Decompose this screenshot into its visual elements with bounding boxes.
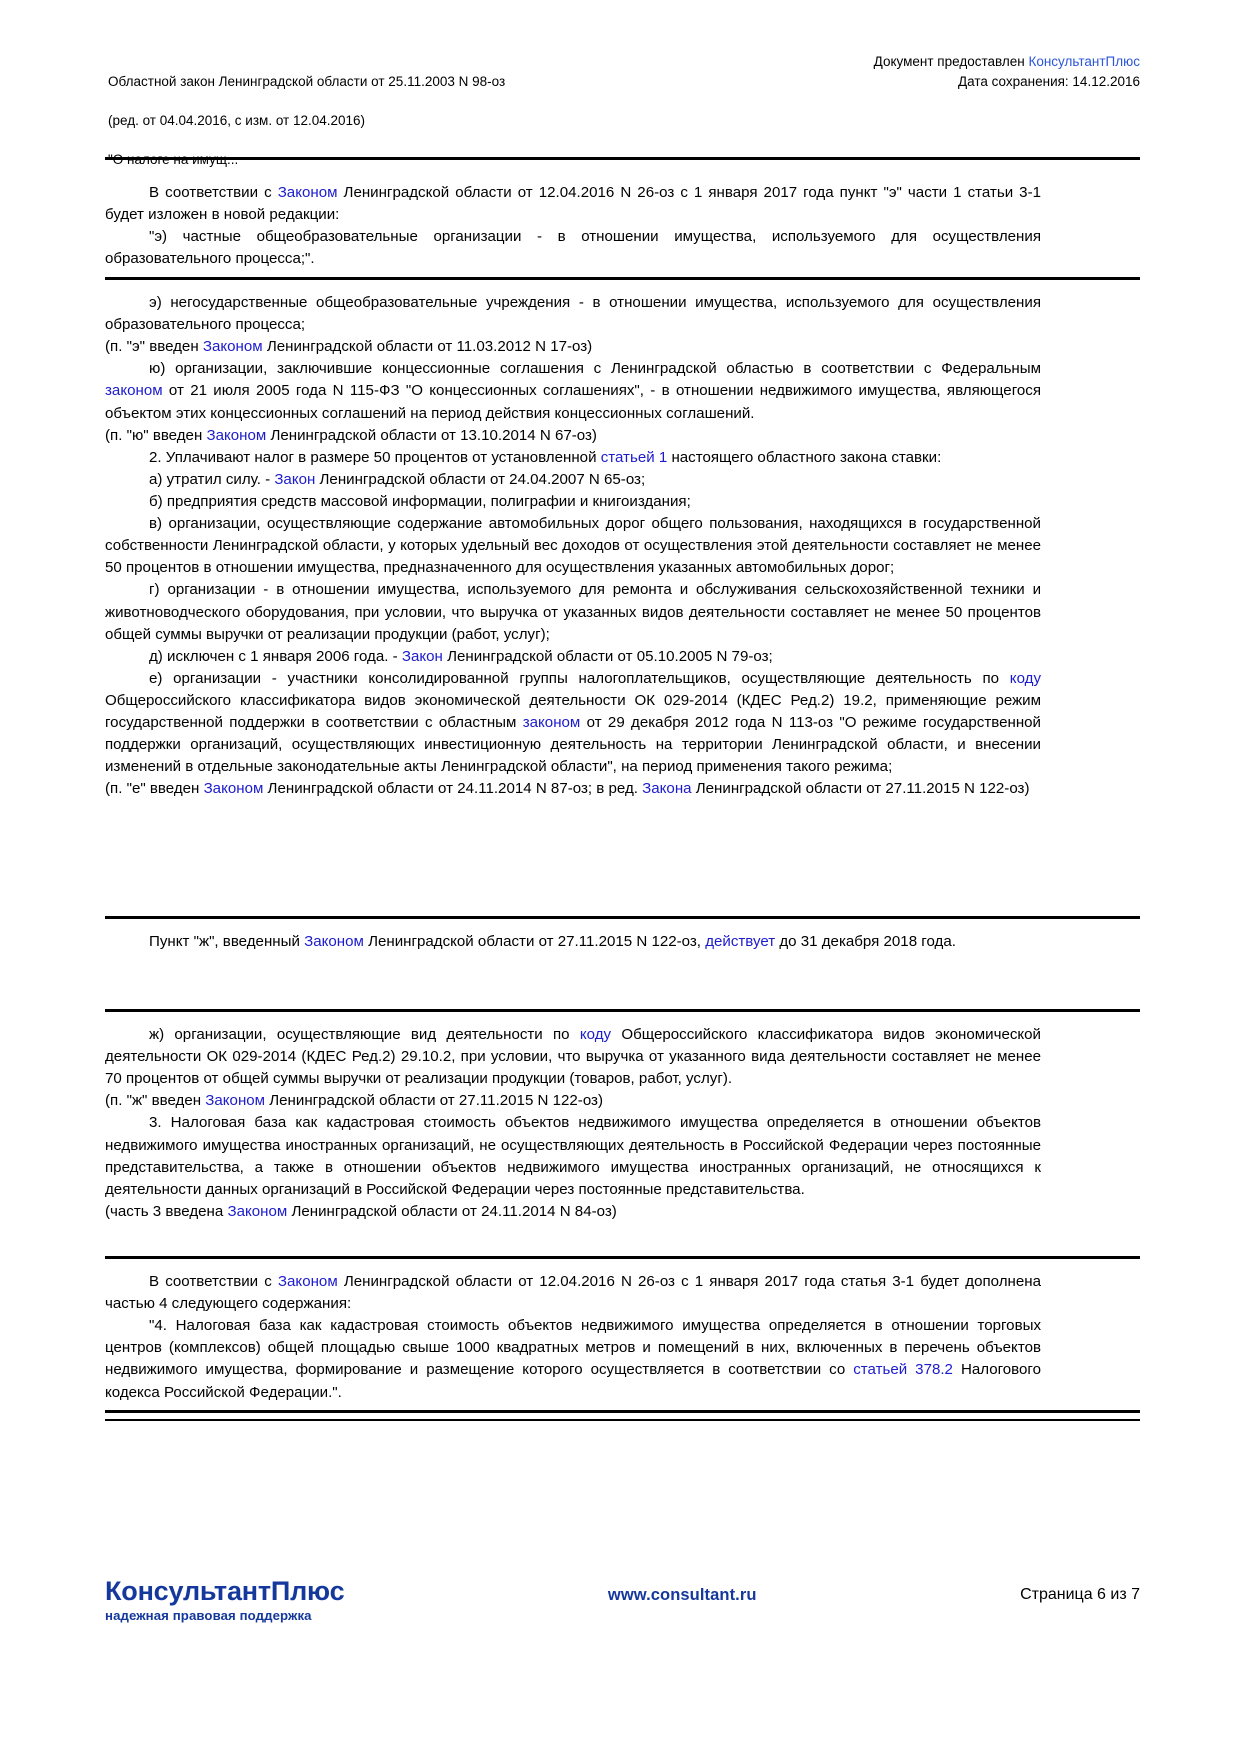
item-e2-text-a: е) организации - участники консолидированной группы налогоплательщиков, осуществляющие деятельность по (149, 669, 1010, 687)
block-item-zh-and-part-3 (105, 1024, 1041, 1223)
item-yu-note-a: (п. "ю" введен (105, 426, 207, 444)
part-2-paragraph (105, 447, 1041, 469)
block1-paragraph-2: "э) частные общеобразовательные организации - в отношении имущества, используемого для осуществления образовательного процесса;". (105, 228, 1041, 268)
block5-paragraph-1 (105, 1271, 1041, 1315)
page-header (108, 52, 1140, 189)
item-g: г) организации - в отношении имущества, используемого для ремонта и обслуживания сельскохозяйственной техники и животноводческого оборудования, при условии, что выручка от указанных видов деятельности составляет не менее 50 процентов общей суммы выручки от реализации продукции (работ, услуг); (105, 581, 1041, 643)
law-link[interactable]: Закон (274, 470, 316, 488)
divider-bottom (105, 1410, 1140, 1413)
part-3-note-b: Ленинградской области от 24.11.2014 N 84-оз) (287, 1202, 617, 1220)
footer-website[interactable] (608, 1577, 757, 1605)
divider-top (105, 157, 1140, 160)
law-link[interactable]: Закон (401, 647, 443, 665)
block5-p1-text-b: Ленинградской области от 12.04.2016 N 26-оз с 1 января 2017 года статья 3-1 будет дополнена частью 4 следующего содержания: (105, 1273, 1042, 1313)
block-main-body (105, 292, 1041, 801)
page-number: Страница 6 из 7 (1020, 1585, 1140, 1603)
item-d-text-b: Ленинградской области от 05.10.2005 N 79-оз; (442, 647, 773, 665)
item-zh-source-note (105, 1090, 1041, 1112)
item-d (105, 646, 1041, 668)
law-link[interactable]: Законом (304, 933, 364, 950)
federal-law-link[interactable]: законом (105, 382, 163, 400)
item-zh-text-a: ж) организации, осуществляющие вид деятельности по (149, 1026, 580, 1043)
document-title-block (108, 52, 505, 189)
item-e2-note-a: (п. "е" введен (105, 780, 204, 798)
block3-paragraph (105, 931, 1041, 953)
part-2-text-a: 2. Уплачивают налог в размере 50 процентов от установленной (149, 448, 601, 466)
law-link[interactable]: Законом (227, 1202, 288, 1220)
item-a-text-a: а) утратил силу. - (149, 470, 275, 488)
item-e-source-note (105, 336, 1041, 358)
item-zh-note-b: Ленинградской области от 27.11.2015 N 122-оз) (265, 1092, 604, 1110)
provider-line (874, 52, 1140, 72)
item-yu (105, 358, 1041, 424)
item-e-cyrillic: э) негосударственные общеобразовательные учреждения - в отношении имущества, используемого для осуществления образовательного процесса; (105, 294, 1041, 334)
block5-p2-text-b: Налогового кодекса Российской Федерации.". (105, 1361, 1041, 1401)
item-e2-source-note (105, 778, 1041, 800)
article-378-2-link[interactable]: статьей 378.2 (853, 1361, 953, 1379)
item-e2-text-c: от 29 декабря 2012 года N 113-оз "О режиме государственной поддержки организаций, осуществляющих инвестиционную деятельность на территории Ленинградской области, и внесении изменений в отдельные законодательные акты Ленинградской области", на период применения такого режима; (105, 714, 1041, 776)
law-link[interactable]: Законом (277, 184, 338, 201)
item-d-text-a: д) исключен с 1 января 2006 года. - (149, 647, 402, 665)
part-3-source-note (105, 1201, 1041, 1223)
item-e2-text-b: Общероссийского классификатора видов экономической деятельности ОК 029-2014 (КДЕС Ред.2) 19.2, применяющие режим государственной поддержки в соответствии с областным (105, 691, 1041, 732)
divider-before-block3 (105, 916, 1140, 919)
item-yu-a: ю) организации, заключившие концессионные соглашения с Ленинградской областью в соответствии с Федеральным (149, 360, 1041, 378)
block1-paragraph-1 (105, 182, 1041, 226)
item-a (105, 469, 1041, 491)
divider-after-block1 (105, 277, 1140, 280)
divider-after-block3 (105, 1009, 1140, 1012)
consultant-plus-link[interactable]: КонсультантПлюс (1028, 54, 1140, 69)
part-3-paragraph: 3. Налоговая база как кадастровая стоимость объектов недвижимого имущества определяется в отношении объектов недвижимого имущества иностранных организаций, не осуществляющих деятельность в Российской Федерации через постоянные представительства, а также в отношении объектов недвижимого имущества иностранных организаций, не относящихся к деятельности данных организаций в Российской Федерации через постоянные представительства. (105, 1114, 1041, 1198)
block-part-4-note (105, 1271, 1041, 1404)
block-item-zh-validity-note (105, 931, 1041, 953)
part-3-note-a: (часть 3 введена (105, 1202, 228, 1220)
law-link[interactable]: Законом (203, 780, 264, 798)
item-e-note-a: (п. "э" введен (105, 338, 203, 356)
block3-text-c: до 31 декабря 2018 года. (775, 933, 956, 950)
divider-before-block5 (105, 1256, 1140, 1259)
document-title-line-2: (ред. от 04.04.2016, с изм. от 12.04.2016) (108, 112, 366, 128)
law-link[interactable]: Законом (206, 426, 267, 444)
item-e-note-b: Ленинградской области от 11.03.2012 N 17-оз) (262, 338, 593, 356)
item-b: б) предприятия средств массовой информации, полиграфии и книгоиздания; (149, 492, 691, 510)
website-link[interactable]: www.consultant.ru (607, 1585, 757, 1604)
brand-tagline: надежная правовая поддержка (105, 1608, 312, 1624)
block5-p1-text-a: В соответствии с (149, 1273, 278, 1290)
item-e2-note-b: Ленинградской области от 24.11.2014 N 87-оз; в ред. (263, 780, 643, 798)
validity-link[interactable]: действует (705, 933, 776, 950)
part-2-text-b: настоящего областного закона ставки: (667, 448, 942, 466)
brand-name: КонсультантПлюс (105, 1575, 345, 1606)
provider-block (874, 52, 1140, 91)
item-yu-note-b: Ленинградской области от 13.10.2014 N 67-оз) (266, 426, 597, 444)
block-new-edition-note (105, 182, 1041, 270)
item-v: в) организации, осуществляющие содержание автомобильных дорог общего пользования, находящихся в государственной собственности Ленинградской области, у которых удельный вес доходов от осуществления этой деятельности составляет не менее 50 процентов в отношении имущества, предназначенного для осуществления указанных автомобильных дорог; (105, 515, 1041, 577)
law-link[interactable]: Законом (277, 1273, 338, 1290)
block3-text-b: Ленинградской области от 27.11.2015 N 122-оз, (363, 933, 706, 950)
article-1-link[interactable]: статьей 1 (600, 448, 668, 466)
document-title-line-1: Областной закон Ленинградской области от 25.11.2003 N 98-оз (108, 73, 506, 89)
law-link[interactable]: Закона (642, 780, 692, 798)
block1-p1-text-a: В соответствии с (149, 184, 278, 201)
page-footer (105, 1577, 1140, 1624)
document-title-line-3: "О налоге на имущ... (108, 151, 239, 167)
divider-bottom-2 (105, 1419, 1140, 1421)
block1-p1-text-b: Ленинградской области от 12.04.2016 N 26-оз с 1 января 2017 года пункт "э" части 1 статьи 3-1 будет изложен в новой редакции: (105, 184, 1041, 224)
item-e2-note-c: Ленинградской области от 27.11.2015 N 122-оз) (691, 780, 1030, 798)
block5-paragraph-2 (105, 1315, 1041, 1403)
item-zh-text-b: Общероссийского классификатора видов экономической деятельности ОК 029-2014 (КДЕС Ред.2) 29.10.2, при условии, что выручка от указанного вида деятельности составляет не менее 70 процентов от общей суммы выручки от реализации продукции (товаров, работ, услуг). (105, 1026, 1041, 1088)
okved-code-link[interactable]: коду (1009, 669, 1041, 687)
consultant-plus-logo (105, 1577, 344, 1624)
law-link[interactable]: Законом (205, 1092, 266, 1110)
item-e2 (105, 668, 1041, 779)
okved-code-link[interactable]: коду (579, 1026, 612, 1043)
provider-prefix: Документ предоставлен (873, 54, 1029, 69)
item-yu-source-note (105, 425, 1041, 447)
item-yu-b: от 21 июля 2005 года N 115-ФЗ "О концессионных соглашениях", - в отношении недвижимого имущества, являющегося объектом этих концессионных соглашений на период действия концессионных соглашений. (105, 382, 1041, 422)
block3-text-a: Пункт "ж", введенный (149, 933, 305, 950)
item-a-text-b: Ленинградской области от 24.04.2007 N 65-оз; (315, 470, 646, 488)
regional-law-link[interactable]: законом (522, 714, 581, 732)
block5-p2-text-a: "4. Налоговая база как кадастровая стоимость объектов недвижимого имущества определяется в отношении торговых центров (комплексов) общей площадью свыше 1000 квадратных метров и помещений в них, включенных в перечень объектов недвижимого имущества, формирование и размещение которого осуществляется в соответствии со (105, 1317, 1041, 1379)
item-zh (105, 1024, 1041, 1090)
save-date-line: Дата сохранения: 14.12.2016 (957, 73, 1140, 89)
law-link[interactable]: Законом (202, 338, 263, 356)
item-zh-note-a: (п. "ж" введен (105, 1092, 206, 1110)
